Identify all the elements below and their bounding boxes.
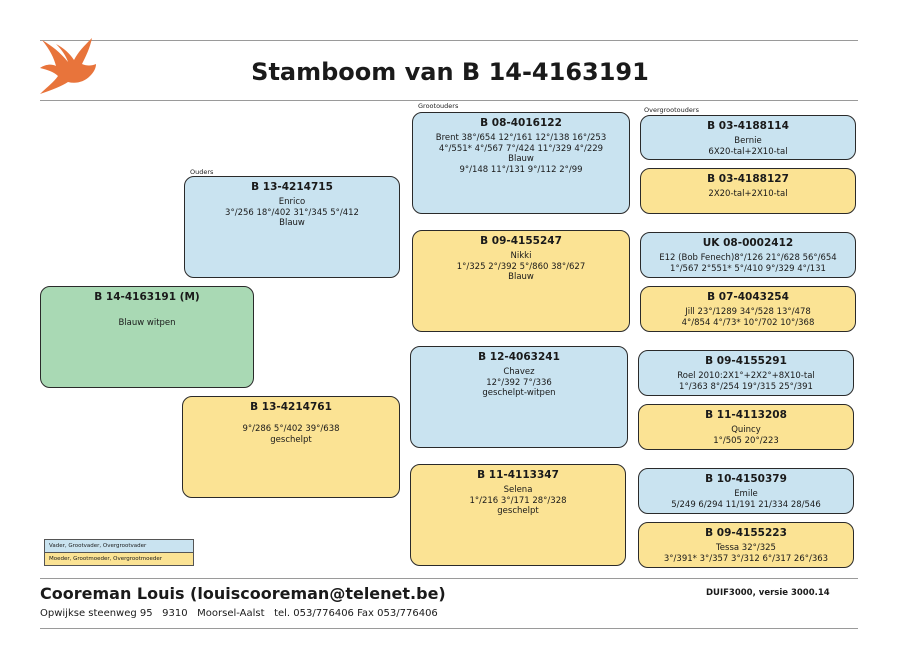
grandparent-card-4[interactable] bbox=[410, 464, 626, 566]
info-line: Bernie bbox=[734, 136, 762, 146]
info-line: Nikki bbox=[510, 251, 532, 261]
legend-male: Vader, Grootvader, Overgrootvader bbox=[45, 540, 193, 552]
software-version: DUIF3000, versie 3000.14 bbox=[706, 588, 830, 598]
label-overgrootouders: Overgrootouders bbox=[644, 106, 699, 114]
info-line: 1°/567 2°551* 5°/410 9°/329 4°/131 bbox=[670, 263, 826, 274]
info-line: geschelpt bbox=[270, 434, 312, 445]
info-line: Tessa 32°/325 bbox=[716, 543, 776, 553]
bottom-divider bbox=[40, 628, 858, 629]
ring-number: B 13-4214761 bbox=[250, 401, 332, 413]
info-line: Jill 23°/1289 34°/528 13°/478 bbox=[685, 307, 811, 317]
great-grandparent-card-4[interactable] bbox=[640, 286, 856, 332]
grandparent-card-2[interactable] bbox=[412, 230, 630, 332]
ring-number: B 09-4155247 bbox=[480, 235, 562, 247]
ring-number: B 10-4150379 bbox=[705, 473, 787, 485]
info-line: Blauw bbox=[508, 272, 534, 282]
info-line: Selena bbox=[503, 485, 533, 495]
info-line: Quincy bbox=[731, 425, 761, 435]
info-line: Roel 2010:2X1°+2X2°+8X10-tal bbox=[677, 371, 815, 381]
info-line: Chavez bbox=[503, 367, 535, 377]
ring-number: B 11-4113347 bbox=[477, 469, 559, 481]
ring-number: B 12-4063241 bbox=[478, 351, 560, 363]
info-line: geschelpt bbox=[497, 506, 539, 516]
grandparent-card-3[interactable] bbox=[410, 346, 628, 448]
parent-card-father[interactable] bbox=[184, 176, 400, 278]
legend-female: Moeder, Grootmoeder, Overgrootmoeder bbox=[45, 552, 193, 565]
ring-number: B 09-4155291 bbox=[705, 355, 787, 367]
breeder-name: Cooreman Louis (louiscooreman@telenet.be) bbox=[40, 584, 446, 603]
info-line: 4°/551* 4°/567 7°/424 11°/329 4°/229 bbox=[438, 143, 604, 154]
ring-number: B 13-4214715 bbox=[251, 181, 333, 193]
info-line: Blauw bbox=[279, 218, 305, 228]
footer-divider bbox=[40, 578, 858, 579]
ring-number: B 09-4155223 bbox=[705, 527, 787, 539]
info-line: 2X20-tal+2X10-tal bbox=[708, 189, 788, 199]
info-line: 1°/216 3°/171 28°/328 bbox=[469, 495, 567, 506]
info-line: Blauw witpen bbox=[118, 318, 176, 328]
great-grandparent-card-3[interactable] bbox=[640, 232, 856, 278]
info-line: 3°/391* 3°/357 3°/312 6°/317 26°/363 bbox=[663, 553, 829, 564]
color-legend bbox=[44, 539, 194, 566]
top-divider bbox=[40, 40, 858, 41]
ring-number: B 08-4016122 bbox=[480, 117, 562, 129]
info-line: 1°/325 2°/392 5°/860 38°/627 bbox=[456, 261, 586, 272]
info-line: 3°/256 18°/402 31°/345 5°/412 bbox=[225, 207, 359, 218]
page-title: Stamboom van B 14-4163191 bbox=[251, 58, 649, 86]
great-grandparent-card-2[interactable] bbox=[640, 168, 856, 214]
info-line: 5/249 6/294 11/191 21/334 28/546 bbox=[671, 499, 821, 510]
ring-number: B 11-4113208 bbox=[705, 409, 787, 421]
info-line: 6X20-tal+2X10-tal bbox=[708, 146, 788, 157]
info-line: 4°/854 4°/73* 10°/702 10°/368 bbox=[681, 317, 815, 328]
great-grandparent-card-5[interactable] bbox=[638, 350, 854, 396]
info-line: 9°/286 5°/402 39°/638 bbox=[242, 424, 340, 434]
info-line: Brent 38°/654 12°/161 12°/138 16°/253 bbox=[435, 133, 607, 143]
ring-number: B 03-4188127 bbox=[707, 173, 789, 185]
info-line: 9°/148 11°/131 9°/112 2°/99 bbox=[459, 164, 583, 175]
info-line: Emile bbox=[734, 489, 758, 499]
parent-card-mother[interactable] bbox=[182, 396, 400, 498]
info-line: 12°/392 7°/336 bbox=[486, 377, 552, 388]
info-line: Blauw bbox=[508, 154, 534, 164]
ring-number: B 14-4163191 (M) bbox=[94, 291, 200, 303]
ring-number: B 03-4188114 bbox=[707, 120, 789, 132]
subject-card[interactable] bbox=[40, 286, 254, 388]
ring-number: B 07-4043254 bbox=[707, 291, 789, 303]
info-line: geschelpt-witpen bbox=[482, 388, 556, 398]
label-grootouders: Grootouders bbox=[418, 102, 459, 110]
great-grandparent-card-1[interactable] bbox=[640, 115, 856, 160]
great-grandparent-card-8[interactable] bbox=[638, 522, 854, 568]
label-ouders: Ouders bbox=[190, 168, 214, 176]
info-line: Enrico bbox=[278, 197, 306, 207]
breeder-address: Opwijkse steenweg 95 9310 Moorsel-Aalst tel. 053/776406 Fax 053/776406 bbox=[40, 608, 438, 619]
info-line: E12 (Bob Fenech)8°/126 21°/628 56°/654 bbox=[659, 253, 837, 263]
grandparent-card-1[interactable] bbox=[412, 112, 630, 214]
great-grandparent-card-6[interactable] bbox=[638, 404, 854, 450]
info-line: 1°/505 20°/223 bbox=[713, 435, 779, 446]
title-divider bbox=[40, 100, 858, 101]
great-grandparent-card-7[interactable] bbox=[638, 468, 854, 514]
info-line: 1°/363 8°/254 19°/315 25°/391 bbox=[679, 381, 813, 392]
ring-number: UK 08-0002412 bbox=[702, 237, 794, 249]
